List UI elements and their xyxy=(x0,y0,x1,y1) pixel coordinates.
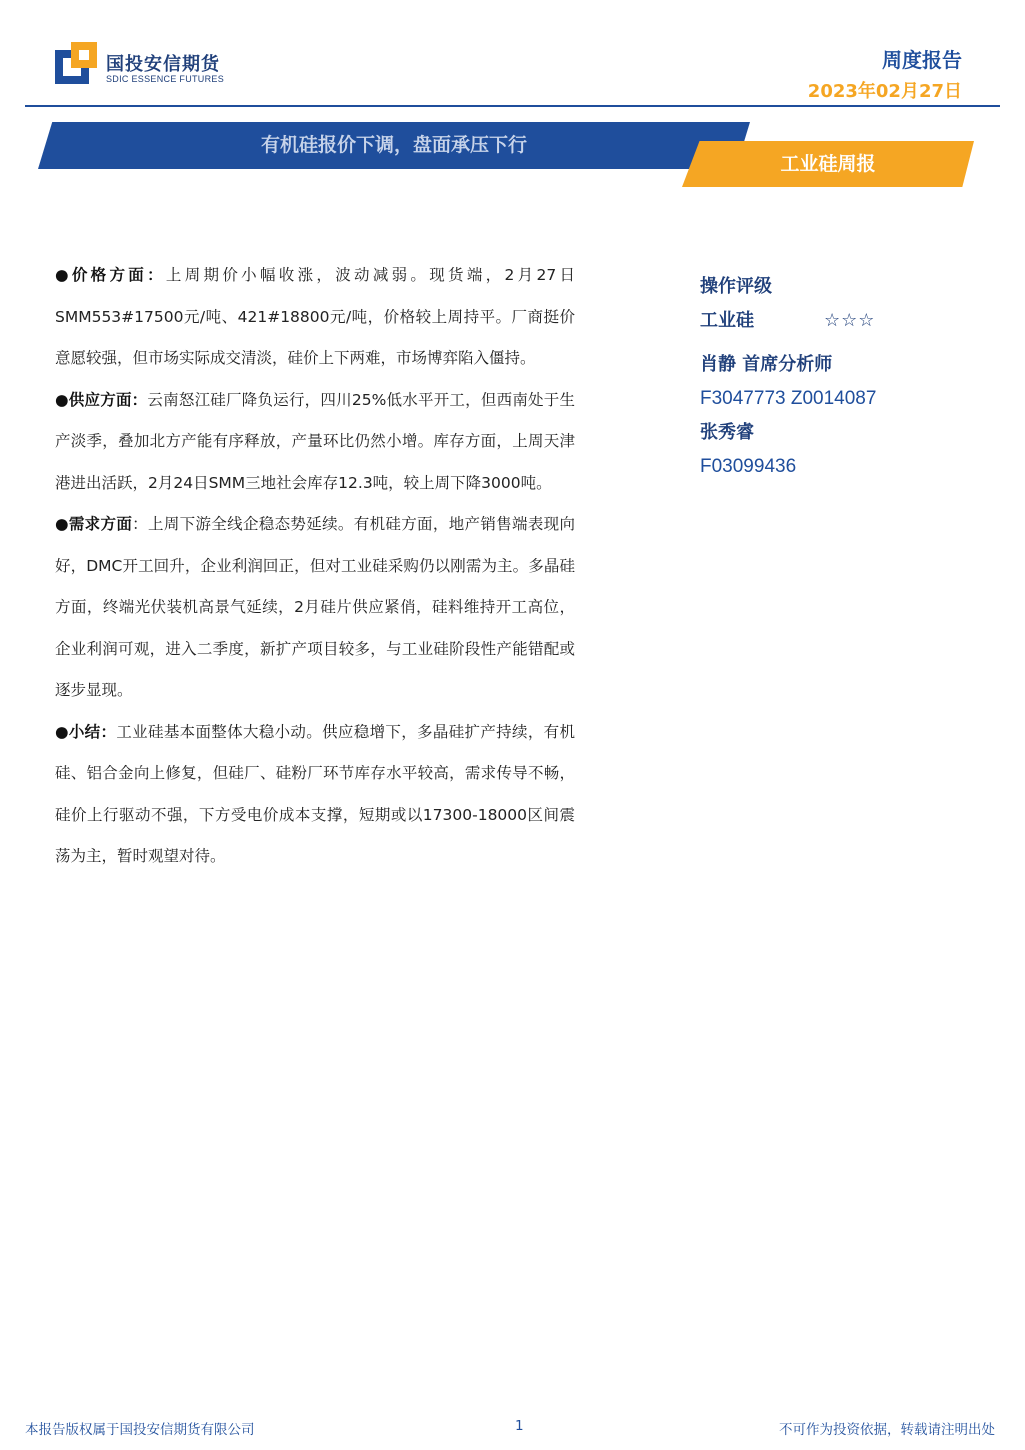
report-date: 2023年02月27日 xyxy=(807,81,962,102)
demand-section xyxy=(55,504,575,712)
section-text: 上周期价小幅收涨，波动减弱。现货端，2月27日SMM553#17500元/吨、421#18800元/吨，价格较上周持平。厂商挺价意愿较强，但市场实际成交清淡，硅价上下两难，市场博弈陷入僵持。 xyxy=(55,266,575,367)
analyst-license: F03099436 xyxy=(700,456,797,477)
rating-stars-icon: ☆☆☆ xyxy=(824,310,876,331)
brand-name-cn: 国投安信期货 xyxy=(106,54,220,75)
summary-section xyxy=(55,712,575,878)
section-label: 小结： xyxy=(68,722,117,741)
analyst-license: F3047773 Z0014087 xyxy=(700,388,877,409)
section-label: 价格方面： xyxy=(71,266,166,284)
section-text: 云南怒江硅厂降负运行，四川25%低水平开工，但西南处于生产淡季，叠加北方产能有序释放，产量环比仍然小增。库存方面，上周天津港进出活跃，2月24日SMM三地社会库存12.3吨，较上周下降3000吨。 xyxy=(55,390,576,492)
rating-item: 工业硅 xyxy=(700,310,754,331)
section-text: 工业硅基本面整体大稳小动。供应稳增下，多晶硅扩产持续，有机硅、铝合金向上修复，但硅厂、硅粉厂环节库存水平较高，需求传导不畅，硅价上行驱动不强，下方受电价成本支撑，短期或以17300-18000区间震荡为主，暂时观望对待。 xyxy=(55,722,575,865)
section-label: 供应方面： xyxy=(68,390,148,409)
header-divider xyxy=(25,105,1000,107)
rating-row xyxy=(700,304,990,338)
section-text: ：上周下游全线企稳态势延续。有机硅方面，地产销售端表现向好，DMC开工回升，企业利润回正，但对工业硅采购仍以刚需为主。多晶硅方面，终端光伏装机高景气延续，2月硅片供应紧俏，硅料维持开工高位，企业利润可观，进入二季度，新扩产项目较多，与工业硅阶段性产能错配或逐步显现。 xyxy=(55,515,575,699)
copyright-notice: 本报告版权属于国投安信期货有限公司 xyxy=(25,1422,255,1438)
supply-section xyxy=(55,380,575,505)
bullet-icon: ● xyxy=(55,390,69,409)
disclaimer: 不可作为投资依据，转载请注明出处 xyxy=(779,1422,995,1438)
page-footer xyxy=(25,1418,1000,1438)
report-type: 周度报告 xyxy=(882,48,962,72)
bullet-icon: ● xyxy=(55,266,72,284)
report-body xyxy=(55,255,575,878)
analyst-name: 张秀睿 xyxy=(700,422,754,443)
report-subtitle: 工业硅周报 xyxy=(780,153,876,175)
page-number: 1 xyxy=(515,1418,524,1434)
brand-name-en: SDIC ESSENCE FUTURES xyxy=(106,74,225,84)
rating-title: 操作评级 xyxy=(700,276,772,297)
side-panel xyxy=(700,270,990,484)
report-title: 有机硅报价下调，盘面承压下行 xyxy=(260,134,527,156)
analyst-name: 肖静 首席分析师 xyxy=(700,354,833,375)
bullet-icon: ● xyxy=(55,515,69,533)
section-label: 需求方面 xyxy=(68,515,133,533)
company-logo xyxy=(55,42,99,84)
bullet-icon: ● xyxy=(55,722,69,741)
price-section xyxy=(55,255,575,380)
